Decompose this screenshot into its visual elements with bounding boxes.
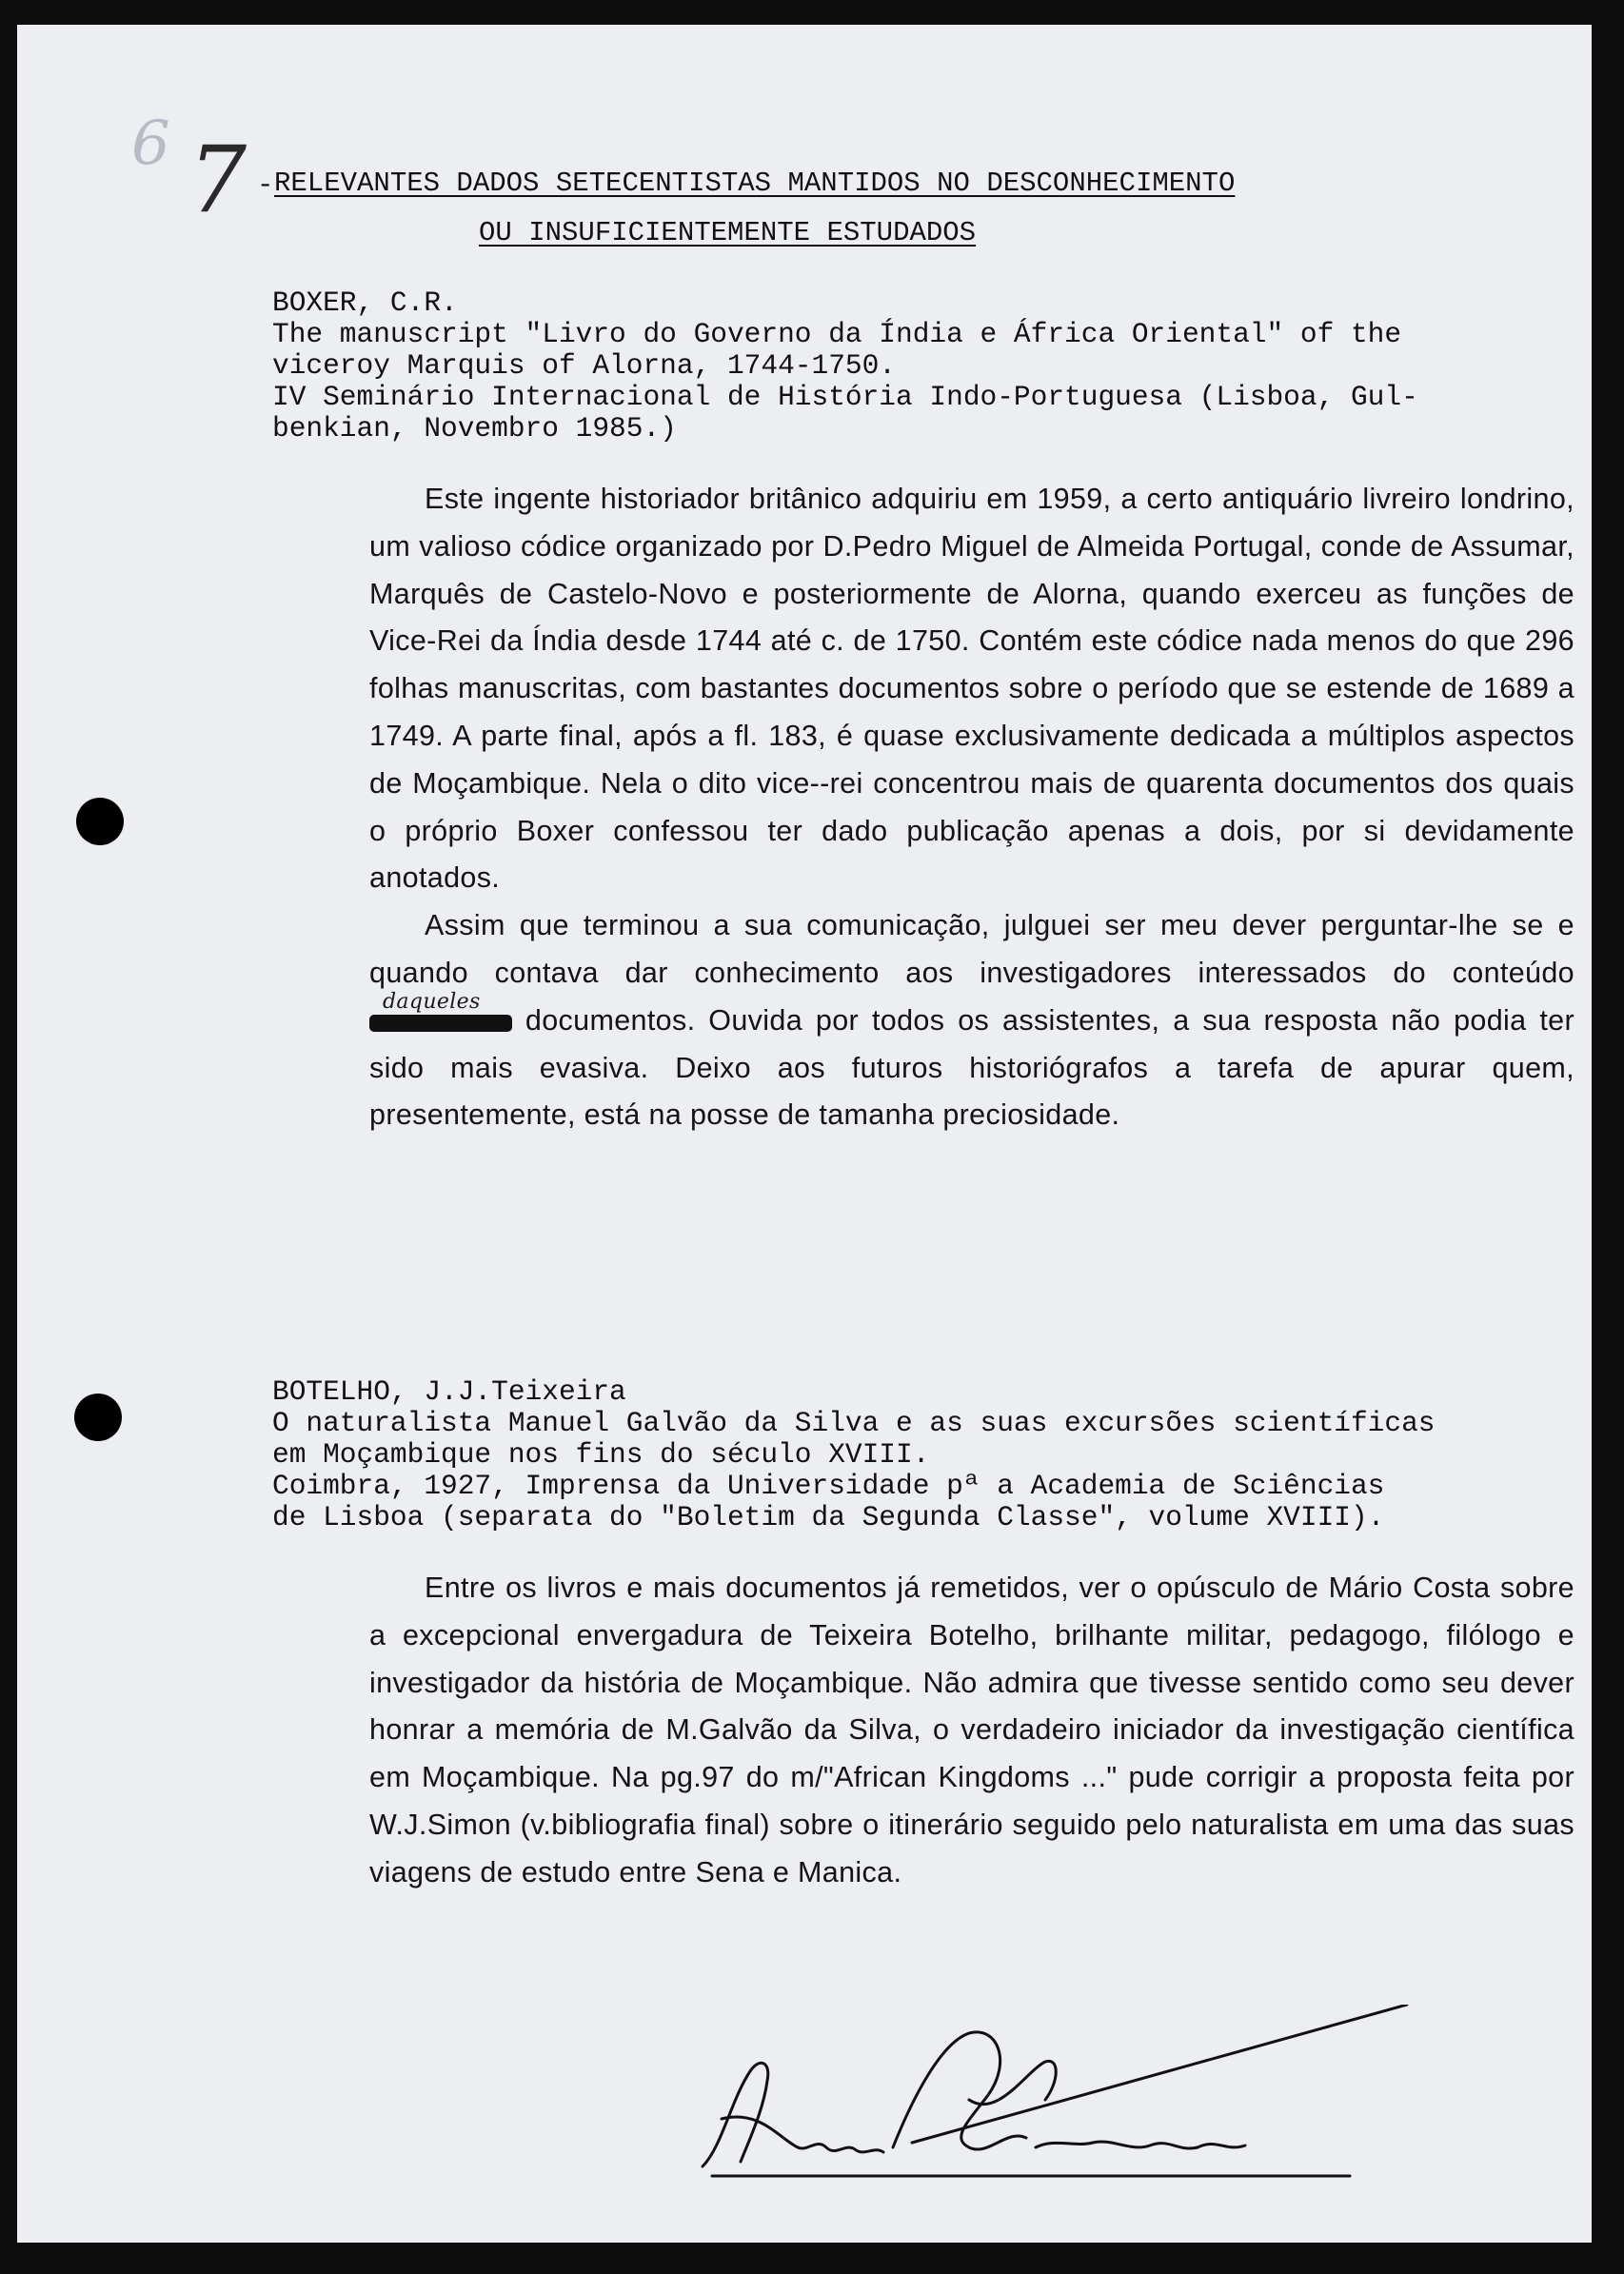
document-page — [17, 25, 1592, 2243]
handwritten-correction — [369, 989, 512, 1030]
reference-citation-line: de Lisboa (separata do "Boletim da Segunda Classe", volume XVIII). — [272, 1501, 1385, 1533]
reference-author: BOTELHO, J.J.Teixeira — [272, 1375, 626, 1408]
reference-citation-line: viceroy Marquis of Alorna, 1744-1750. — [272, 349, 897, 382]
page-number: 7 — [188, 127, 248, 233]
title-dash: - — [257, 169, 274, 201]
reference-author: BOXER, C.R. — [272, 287, 458, 319]
reference-citation-line: The manuscript "Livro do Governo da Índia e África Oriental" of the — [272, 318, 1402, 350]
paragraph — [369, 476, 1574, 902]
paragraph — [369, 1565, 1574, 1897]
body-paragraphs-botelho — [369, 1565, 1574, 1897]
pencil-page-number: 6 — [131, 109, 170, 179]
handwritten-signature — [683, 2005, 1426, 2195]
reference-citation-line: IV Seminário Internacional de História Indo-Portuguesa (Lisboa, Gul- — [272, 381, 1418, 413]
paragraph-text: documentos. Ouvida por todos os assistentes, a sua resposta não podia ter sido mais evasiva. Deixo aos futuros historiógrafos a tarefa de apurar quem, presentemente, está na posse de tamanha preciosidade. — [369, 1003, 1574, 1132]
section-title-line-2: OU INSUFICIENTEMENTE ESTUDADOS — [479, 217, 977, 248]
punch-hole — [76, 798, 124, 845]
punch-hole — [74, 1394, 122, 1441]
reference-citation-line: em Moçambique nos fins do século XVIII. — [272, 1438, 930, 1471]
section-title-line-1: RELEVANTES DADOS SETECENTISTAS MANTIDOS NO DESCONHECIMENTO — [274, 168, 1236, 199]
reference-citation-line: benkian, Novembro 1985.) — [272, 412, 677, 445]
paragraph-text: Assim que terminou a sua comunicação, julguei ser meu dever perguntar-lhe se e quando contava dar conhecimento aos investigadores interessados do conteúdo — [369, 909, 1574, 989]
reference-citation-line: Coimbra, 1927, Imprensa da Universidade pª a Academia de Sciências — [272, 1470, 1385, 1502]
paragraph-text: Entre os livros e mais documentos já remetidos, ver o opúsculo de Mário Costa sobre a excepcional envergadura de Teixeira Botelho, brilhante militar, pedagogo, filólogo e investigador da história de Moçambique. Não admira que tivesse sentido como seu dever honrar a memória de M.Galvão da Silva, o verdadeiro iniciador da investigação científica em Moçambique. Na pg.97 do m/"African Kingdoms ..." pude corrigir a proposta feita por W.J.Simon (v.bibliografia final) sobre o itinerário seguido pelo naturalista em uma das suas viagens de estudo entre Sena e Manica. — [369, 1572, 1574, 1888]
handwritten-insertion: daqueles — [383, 989, 481, 1014]
body-paragraphs-boxer — [369, 476, 1574, 1139]
paragraph — [369, 902, 1574, 1139]
paragraph-text: Este ingente historiador britânico adquiriu em 1959, a certo antiquário livreiro londrino, um valioso códice organizado por D.Pedro Miguel de Almeida Portugal, conde de Assumar, Marquês de Castelo-Novo e posteriormente de Alorna, quando exerceu as funções de Vice-Rei da Índia desde 1744 até c. de 1750. Contém este códice nada menos do que 296 folhas manuscritas, com bastantes documentos sobre o período que se estende de 1689 a 1749. A parte final, após a fl. 183, é quase exclusivamente dedicada a múltiplos aspectos de Moçambique. Nela o dito vice--rei concentrou mais de quarenta documentos dos quais o próprio Boxer confessou ter dado publicação apenas a dois, por si devidamente anotados. — [369, 483, 1574, 895]
reference-citation-line: O naturalista Manuel Galvão da Silva e as suas excursões scientíficas — [272, 1407, 1436, 1439]
